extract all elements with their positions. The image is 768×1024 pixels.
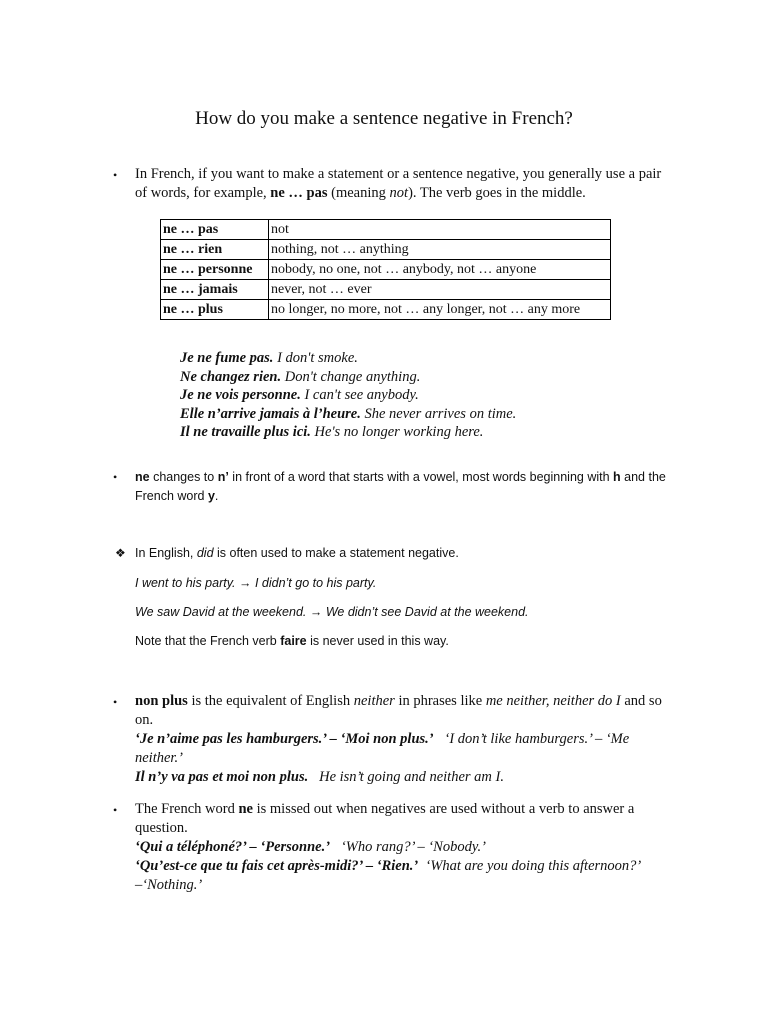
example-french: Il ne travaille plus ici.: [180, 424, 311, 440]
term: neither: [353, 693, 395, 709]
table-cell-english: nobody, no one, not … anybody, not … anyone: [269, 260, 611, 280]
non-plus-paragraph: [135, 692, 675, 787]
table-row: [161, 300, 611, 320]
example-sentences: [180, 349, 516, 442]
example-french: Je ne vois personne.: [180, 387, 301, 403]
example-french: Elle n’arrive jamais à l’heure.: [180, 405, 361, 422]
term: me neither, neither do I: [485, 693, 621, 709]
bullet: •: [113, 168, 118, 182]
table-cell-english: nothing, not … anything: [269, 240, 611, 260]
example-french: Il n’y va pas et moi non plus.: [135, 769, 309, 785]
intro-term: ne … pas: [270, 185, 328, 201]
example-french: Ne changez rien.: [180, 368, 282, 385]
table-cell-french: ne … pas: [161, 220, 269, 240]
missed-ne-paragraph: [135, 800, 665, 895]
example-english: I don't smoke.: [273, 350, 358, 366]
term: did: [196, 546, 214, 560]
text: changes to: [149, 470, 218, 484]
text: in phrases like: [394, 693, 486, 709]
table-row: [161, 260, 611, 280]
text: is the equivalent of English: [187, 693, 354, 709]
table-cell-french: ne … rien: [161, 240, 269, 260]
example-english: He isn’t going and neither am I.: [319, 769, 504, 785]
example-english: ‘What are you doing this afternoon?’ –‘Nothing.’: [135, 858, 640, 893]
table-row: [161, 240, 611, 260]
example-french: Je ne fume pas.: [180, 350, 274, 366]
text: In English,: [135, 546, 197, 560]
text: .: [214, 489, 219, 503]
table-cell-french: ne … personne: [161, 260, 269, 280]
intro-text: In French, if you want to make a statement or a sentence negative, you generally use a pair of words, for example,: [135, 166, 662, 201]
table-row: [161, 280, 611, 300]
text: Note that the French verb: [135, 634, 281, 648]
term: h: [613, 470, 621, 484]
example-line: [180, 405, 516, 424]
example-english: ‘I don’t like hamburgers.’ – ‘Me neither.’: [135, 731, 630, 766]
example-line: [180, 349, 516, 368]
example-english: Don't change anything.: [281, 368, 421, 385]
term: n’: [217, 470, 229, 484]
intro-text: (meaning: [327, 185, 390, 201]
example-line: [180, 368, 516, 387]
term: ne: [238, 801, 253, 817]
table-cell-english: never, not … ever: [269, 280, 611, 300]
intro-paragraph: [135, 165, 675, 203]
bullet: •: [113, 695, 118, 709]
text: is missed out when negatives are used without a verb to answer a question.: [135, 801, 635, 836]
bullet: •: [113, 470, 118, 484]
term: non plus: [135, 693, 188, 709]
example-line: [180, 386, 516, 405]
text: is often used to make a statement negative.: [213, 546, 459, 560]
term: faire: [280, 634, 307, 648]
text: in front of a word that starts with a vowel, most words beginning with: [228, 470, 614, 484]
text: The French word: [135, 801, 239, 817]
table-cell-french: ne … jamais: [161, 280, 269, 300]
example-english: He's no longer working here.: [310, 424, 484, 440]
diamond-bullet: ❖: [115, 546, 126, 560]
intro-term-meaning: not: [389, 185, 409, 201]
table-row: [161, 220, 611, 240]
english-example-2: We saw David at the weekend. → We didn’t see David at the weekend.: [135, 605, 529, 619]
example-french: ‘Qu’est-ce que tu fais cet après-midi?’ – ‘Rien.’: [135, 858, 419, 874]
english-example-1: I went to his party. → I didn’t go to his party.: [135, 576, 377, 590]
english-did-line: [135, 544, 459, 563]
intro-text: ). The verb goes in the middle.: [408, 185, 586, 201]
example-english: I can't see anybody.: [300, 387, 419, 403]
example-french: ‘Qui a téléphoné?’ – ‘Personne.’: [135, 839, 331, 855]
ne-change-paragraph: [135, 468, 685, 506]
faire-note: [135, 632, 449, 651]
example-french: ‘Je n’aime pas les hamburgers.’ – ‘Moi non plus.’: [135, 731, 434, 747]
page-title: How do you make a sentence negative in French?: [195, 108, 573, 129]
table-cell-english: no longer, no more, not … any longer, not … any more: [269, 300, 611, 320]
negation-table: [160, 219, 611, 320]
text: is never used in this way.: [306, 634, 449, 648]
term: ne: [135, 470, 150, 484]
text: and so on.: [135, 693, 662, 728]
table-cell-french: ne … plus: [161, 300, 269, 320]
term: y: [207, 489, 215, 503]
text: and the French word: [135, 470, 666, 503]
example-english: ‘Who rang?’ – ‘Nobody.’: [340, 839, 486, 855]
example-english: She never arrives on time.: [360, 405, 517, 422]
bullet: •: [113, 803, 118, 817]
example-line: [180, 423, 516, 442]
table-cell-english: not: [269, 220, 611, 240]
